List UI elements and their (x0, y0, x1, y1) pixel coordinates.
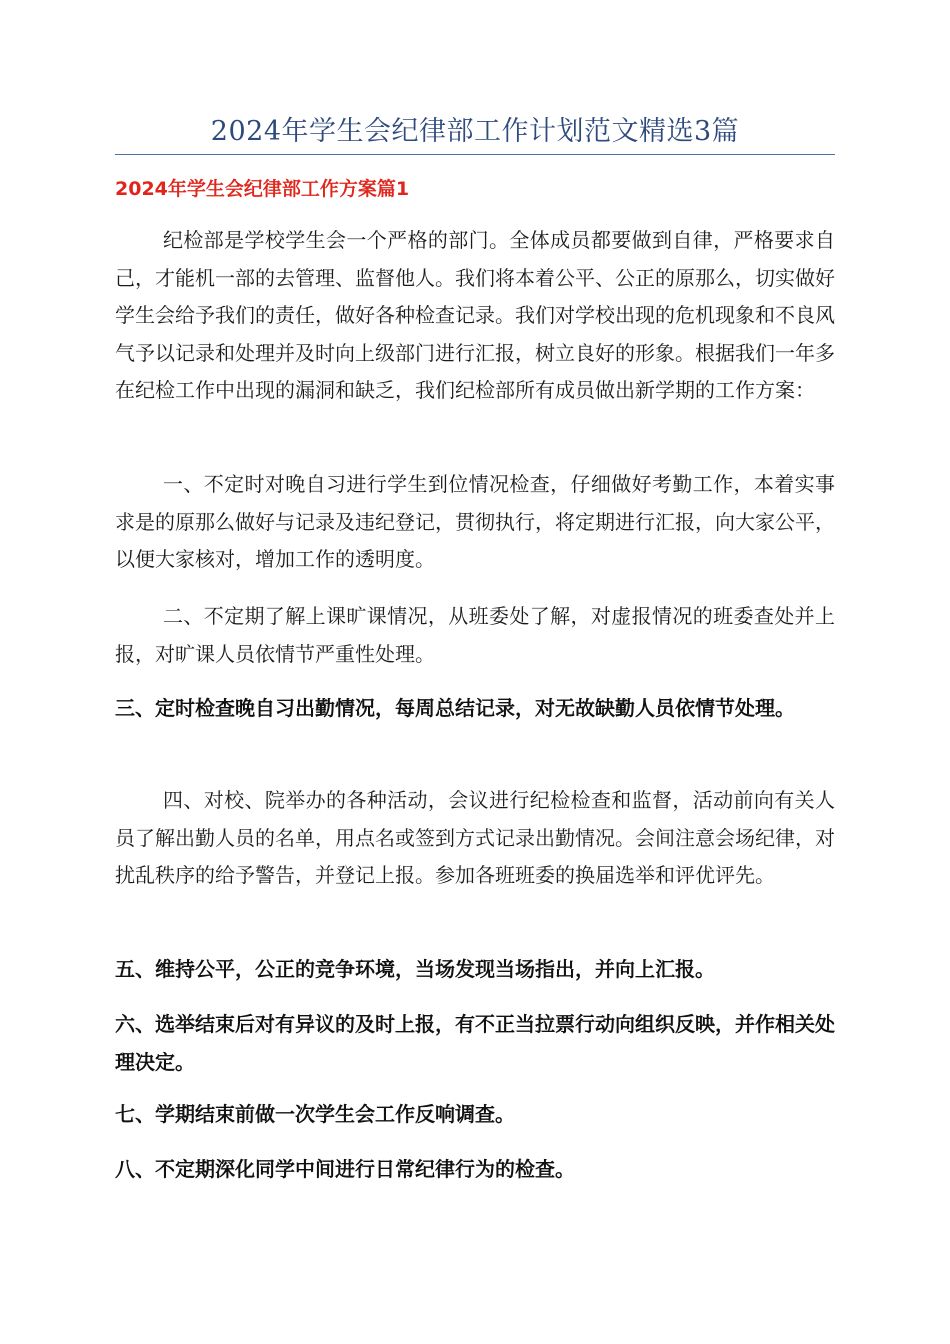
section-heading: 2024年学生会纪律部工作方案篇1 (115, 178, 410, 200)
intro-paragraph: 纪检部是学校学生会一个严格的部门。全体成员都要做到自律，严格要求自己，才能机一部的去管理、监督他人。我们将本着公平、公正的原那么，切实做好学生会给予我们的责任，做好各种检查记录。我们对学校出现的危机现象和不良风气予以记录和处理并及时向上级部门进行汇报，树立良好的形象。根据我们一年多在纪检工作中出现的漏洞和缺乏，我们纪检部所有成员做出新学期的工作方案： (115, 228, 835, 402)
item-one-paragraph: 一、不定时对晚自习进行学生到位情况检查，仔细做好考勤工作，本着实事求是的原那么做好与记录及违纪登记，贯彻执行，将定期进行汇报，向大家公平，以便大家核对，增加工作的透明度。 (115, 472, 835, 571)
item-two-paragraph: 二、不定期了解上课旷课情况，从班委处了解，对虚报情况的班委查处并上报，对旷课人员依情节严重性处理。 (115, 604, 835, 666)
item-six-paragraph: 六、选举结束后对有异议的及时上报，有不正当拉票行动向组织反映，并作相关处理决定。 (115, 1012, 835, 1074)
document-title: 2024年学生会纪律部工作计划范文精选3篇 (210, 116, 740, 147)
item-five-paragraph: 五、维持公平，公正的竞争环境，当场发现当场指出，并向上汇报。 (115, 957, 715, 981)
item-eight-paragraph: 八、不定期深化同学中间进行日常纪律行为的检查。 (115, 1157, 575, 1181)
item-three-paragraph: 三、定时检查晚自习出勤情况，每周总结记录，对无故缺勤人员依情节处理。 (115, 696, 795, 720)
title-underline (115, 154, 835, 155)
item-four-paragraph: 四、对校、院举办的各种活动，会议进行纪检检查和监督，活动前向有关人员了解出勤人员的名单，用点名或签到方式记录出勤情况。会间注意会场纪律，对扰乱秩序的给予警告，并登记上报。参加各班班委的换届选举和评优评先。 (115, 788, 835, 887)
item-seven-paragraph: 七、学期结束前做一次学生会工作反响调查。 (115, 1102, 515, 1126)
